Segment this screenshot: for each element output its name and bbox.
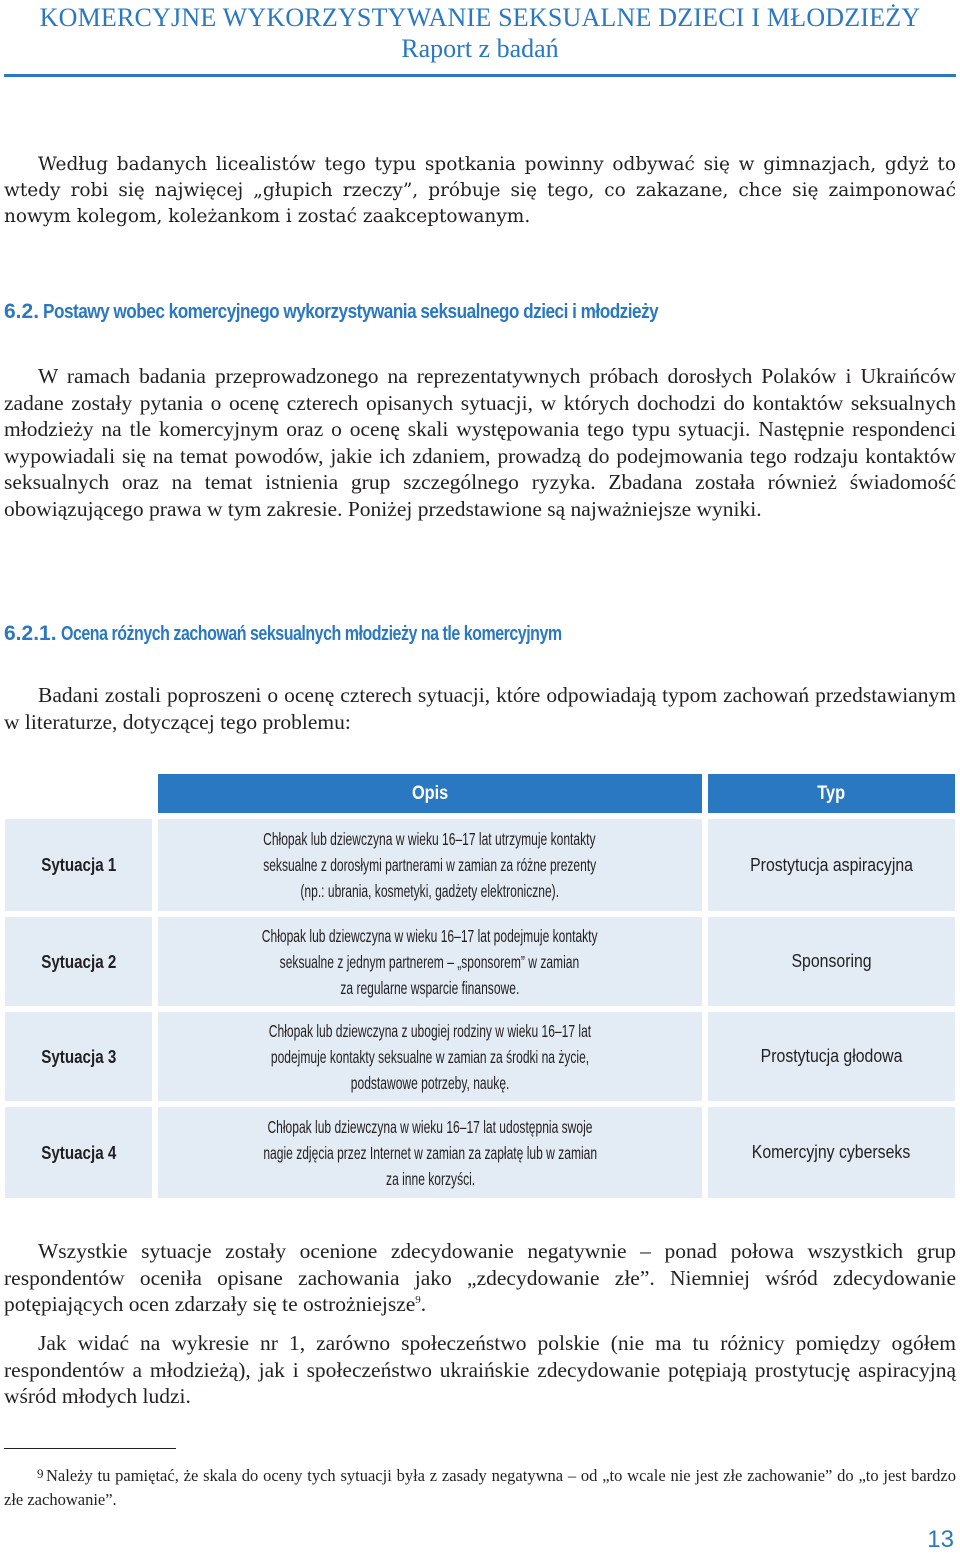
row-type: [708, 917, 955, 1006]
column-header-description-label: Opis: [411, 782, 449, 804]
section-number: 6.2.: [4, 300, 40, 323]
footnote-mark: 9: [37, 1466, 44, 1481]
column-header-description: [158, 774, 702, 813]
row-type-text: Prostytucja aspiracyjna: [750, 854, 913, 875]
row-type: [708, 1012, 955, 1101]
row-label: [5, 819, 152, 911]
row-description-text: [236, 1018, 624, 1096]
row-label-text: Sytuacja 4: [40, 1141, 117, 1163]
section-paragraph-b: Następnie respondenci wypowiadali się na temat powodów, jakie ich zdaniem, prowadzą do podejmowania tego rodzaju kontaktów seksualnych oraz na temat istnienia grup szczególnego ryzyka. Zbadana została również świadomość obowiązującego prawa w tym zakresie. Poniżej przedstawione są najważniejsze wyniki.: [4, 417, 956, 521]
row-label: [5, 1012, 152, 1101]
row-description-line: podejmuje kontakty seksualne w zamian za środki na życie,: [270, 1046, 590, 1067]
row-type: [708, 1107, 955, 1198]
table-corner: [5, 774, 152, 813]
row-description-line: Chłopak lub dziewczyna w wieku 16–17 lat podejmuje kontakty: [262, 925, 598, 946]
row-label: [5, 917, 152, 1006]
row-type-text: Sponsoring: [791, 951, 872, 971]
row-description-line: Chłopak lub dziewczyna w wieku 16–17 lat utrzymuje kontakty: [263, 829, 597, 849]
row-description-line: za regularne wsparcie finansowe.: [340, 977, 520, 998]
footnote-text: Należy tu pamiętać, że skala do oceny tych sytuacji była z zasady negatywna – od „to wcale nie jest złe zachowanie” do „to jest bardzo złe zachowanie”.: [4, 1466, 956, 1509]
row-description-line: za inne korzyści.: [385, 1168, 475, 1189]
running-header: [4, 2, 956, 64]
row-type: [708, 819, 955, 911]
footnote: [4, 1462, 956, 1511]
row-description: [158, 917, 702, 1006]
row-label: [5, 1107, 152, 1198]
situations-table: [5, 774, 955, 1198]
column-header-type: [708, 774, 955, 813]
row-description-text: [228, 923, 633, 1001]
row-type-text: Komercyjny cyberseks: [752, 1142, 911, 1162]
report-title: KOMERCYJNE WYKORZYSTYWANIE SEKSUALNE DZIECI I MŁODZIEŻY: [39, 3, 921, 32]
row-description-line: seksualne z jednym partnerem – „sponsorem” w zamian: [280, 951, 580, 972]
row-description-text: [229, 826, 630, 904]
row-description: [158, 819, 702, 911]
row-description-line: Chłopak lub dziewczyna w wieku 16–17 lat udostępnia swoje: [267, 1116, 593, 1137]
closing-paragraph-2: Jak widać na wykresie nr 1, zarówno społeczeństwo polskie (nie ma tu różnicy pomiędzy ogółem respondentów a młodzieżą), jak i społeczeństwo ukraińskie zdecydowanie potępiają prostytucję aspiracyjną wśród młodych ludzi.: [4, 1331, 956, 1408]
row-label-text: Sytuacja 1: [40, 854, 117, 875]
row-label-text: Sytuacja 3: [40, 1045, 117, 1067]
column-header-type-label: Typ: [817, 782, 846, 804]
subsection-number: 6.2.1.: [4, 622, 57, 645]
footnote-divider: [4, 1448, 176, 1449]
row-description-line: (np.: ubrania, kosmetyki, gadżety elektroniczne).: [300, 881, 560, 901]
section-heading: [4, 300, 759, 324]
row-description-line: nagie zdjęcia przez Internet w zamian za zapłatę lub w zamian: [263, 1142, 597, 1163]
closing-paragraph-1: [4, 1238, 956, 1318]
row-description-line: podstawowe potrzeby, naukę.: [350, 1072, 510, 1093]
page-number: 13: [927, 1526, 954, 1553]
closing-paragraph-1-text: Wszystkie sytuacje zostały ocenione zdecydowanie negatywnie – ponad połowa wszystkich grup respondentów oceniła opisane zachowania jako „zdecydowanie złe”. Niemniej wśród zdecydowanie potępiających ocen zdarzały się te ostrożniejsze: [4, 1239, 956, 1316]
row-description-line: Chłopak lub dziewczyna z ubogiej rodziny w wieku 16–17 lat: [268, 1020, 592, 1041]
row-description-text: [229, 1114, 631, 1192]
header-divider: [4, 74, 956, 77]
subsection-paragraph: Badani zostali poproszeni o ocenę czterech sytuacji, które odpowiadają typom zachowań przedstawianym w literaturze, dotyczącej tego problemu:: [4, 683, 956, 734]
closing-paragraph-1-end: .: [420, 1292, 427, 1316]
row-description-line: seksualne z dorosłymi partnerami w zamian za różne prezenty: [263, 855, 597, 875]
subsection-heading: [4, 622, 687, 646]
row-label-text: Sytuacja 2: [40, 950, 117, 972]
section-title: Postawy wobec komercyjnego wykorzystywania seksualnego dzieci i młodzieży: [43, 301, 659, 323]
row-type-text: Prostytucja głodowa: [760, 1046, 903, 1066]
section-paragraph-a: W ramach badania przeprowadzonego na reprezentatywnych próbach dorosłych Polaków i Ukraińców zadane zostały pytania o ocenę czterech opisanych sytuacji, w których dochodzi do kontaktów seksualnych młodzieży na tle komercyjnym oraz o ocenę skali występowania tego typu sytuacji.: [4, 364, 956, 441]
section-paragraph: [4, 363, 956, 522]
subsection-title: Ocena różnych zachowań seksualnych młodzieży na tle komercyjnym: [61, 623, 562, 645]
row-description: [158, 1012, 702, 1101]
footnote-reference: 9: [415, 1293, 421, 1306]
intro-paragraph: Według badanych licealistów tego typu spotkania powinny odbywać się w gimnazjach, gdyż to wtedy robi się najwięcej „głupich rzeczy”, próbuje się tego, co zakazane, chce się zaimponować nowym kolegom, koleżankom i zostać zaakceptowanym.: [4, 154, 956, 227]
report-subtitle: Raport z badań: [401, 34, 559, 63]
row-description: [158, 1107, 702, 1198]
